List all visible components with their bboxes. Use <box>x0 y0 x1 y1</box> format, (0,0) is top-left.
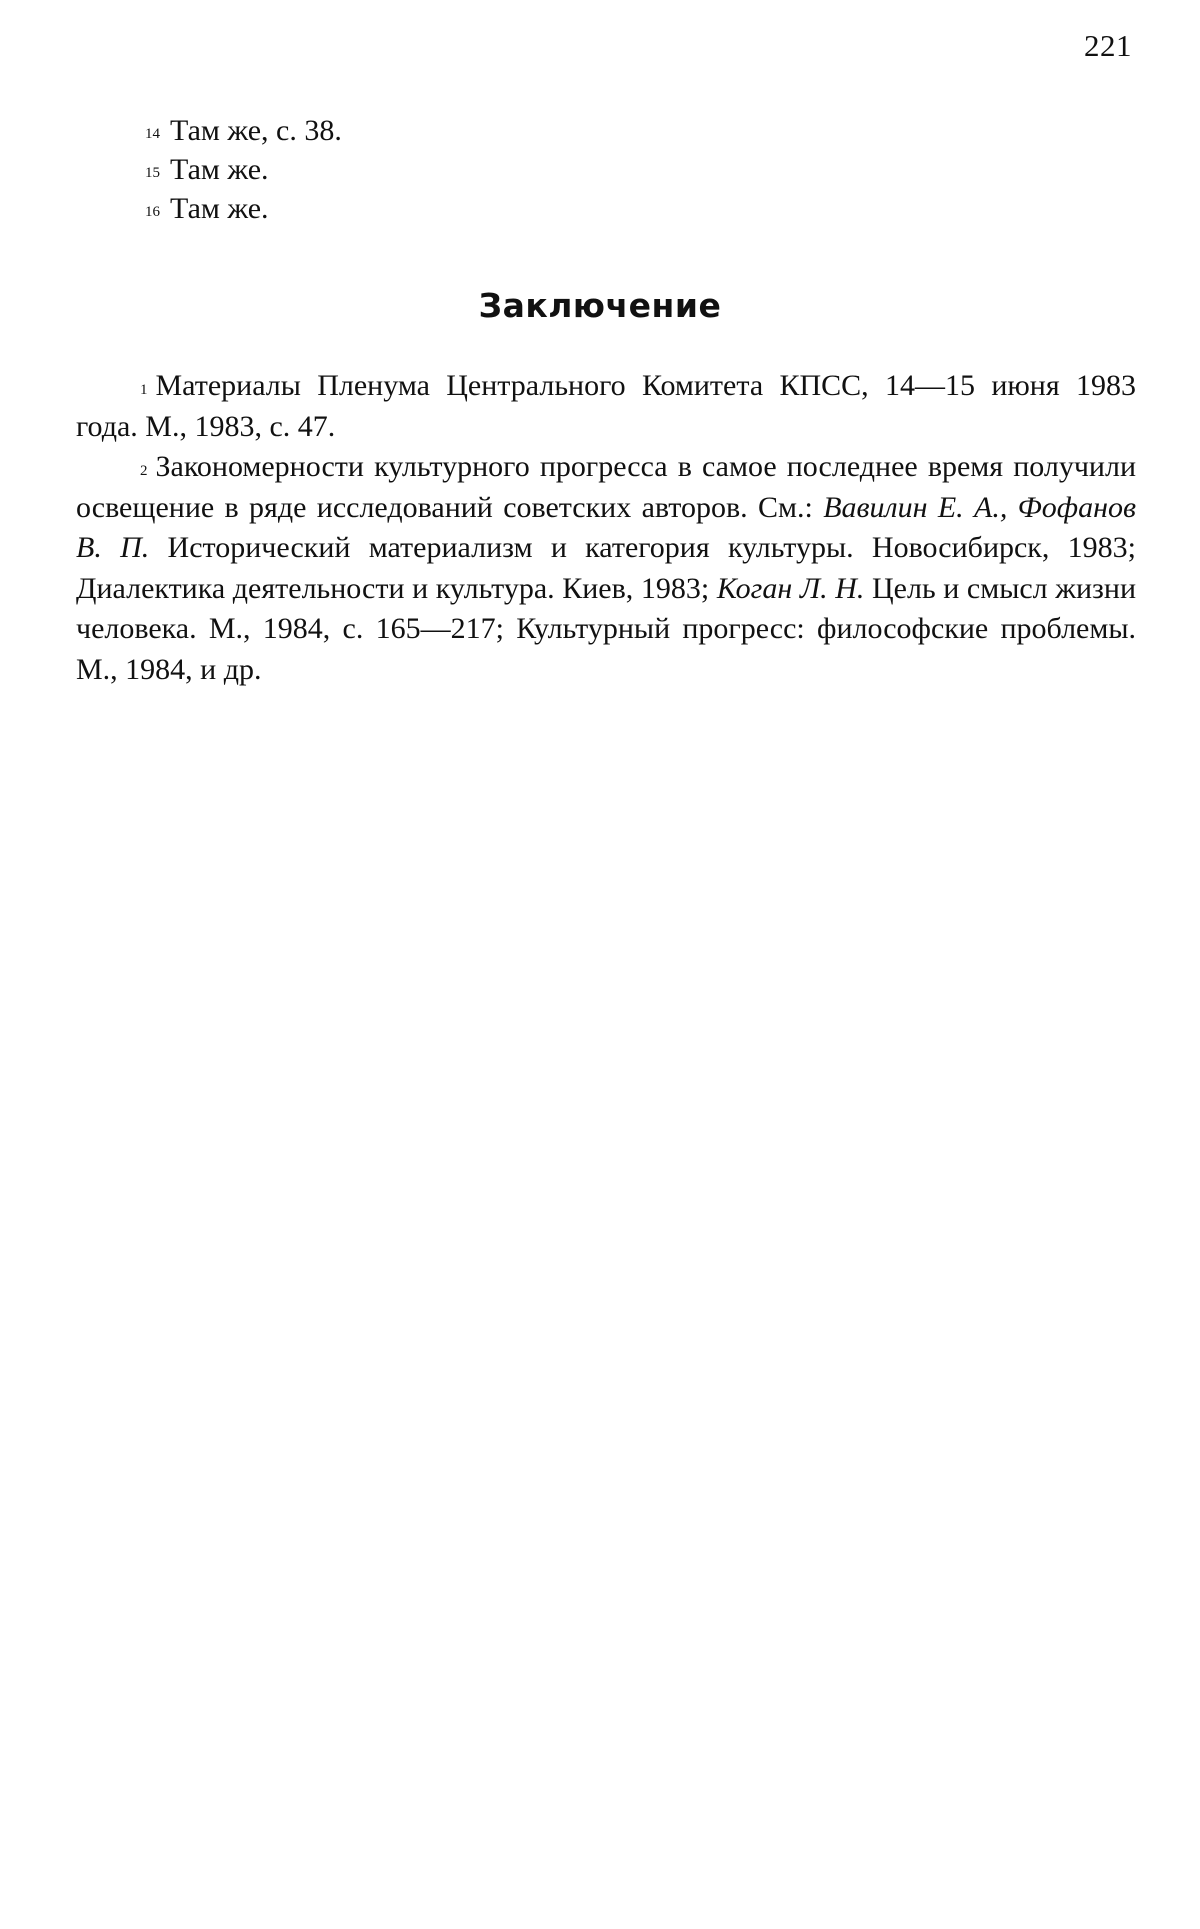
footnote-2 <box>76 447 1136 690</box>
note-15 <box>145 150 342 189</box>
note-number: 14 <box>145 126 160 142</box>
note-number: 15 <box>145 165 160 181</box>
previous-chapter-notes <box>145 111 342 228</box>
note-number: 16 <box>145 204 160 220</box>
footnote-number: 1 <box>140 382 148 398</box>
footnote-text: Исторический материализм и категория культуры. Новосибирск, 1983; Диалектика деятельности и культура. Киев, 1983; <box>76 531 1137 605</box>
note-text: Там же. <box>170 153 269 186</box>
page-number: 221 <box>1084 28 1132 63</box>
note-text: Там же, с. 38. <box>170 114 342 147</box>
note-14 <box>145 111 342 150</box>
footnote-number: 2 <box>140 463 148 479</box>
conclusion-notes <box>76 366 1136 690</box>
footnote-text: Закономерности культурного прогресса в самое последнее время получили освещение в ряде исследований советских авторов. См.: <box>76 450 1136 524</box>
cited-authors: Вавилин Е. А., Фофанов В. П. <box>76 490 1136 564</box>
section-title: Заключение <box>478 286 722 325</box>
footnote-text: Материалы Пленума Центрального Комитета КПСС, 14—15 июня 1983 года. М., 1983, с. 47. <box>76 369 1136 443</box>
note-text: Там же. <box>170 192 269 225</box>
cited-authors: Коган Л. Н. <box>716 571 865 605</box>
footnote-text: Цель и смысл жизни человека. М., 1984, с. 165—217; Культурный прогресс: философские проблемы. М., 1984, и др. <box>76 571 1136 686</box>
note-16 <box>145 189 342 228</box>
footnote-1 <box>76 366 1136 447</box>
